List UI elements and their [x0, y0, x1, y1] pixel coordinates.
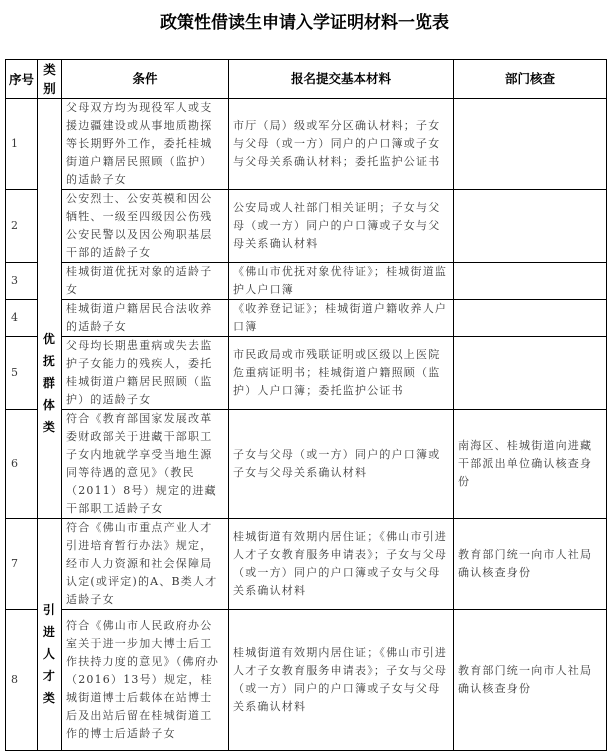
row-materials: 子女与父母（或一方）同户的户口簿或子女与父母关系确认材料 — [229, 410, 454, 519]
row-seq: 1 — [6, 99, 38, 190]
header-verification: 部门核查 — [454, 60, 607, 99]
row-seq: 5 — [6, 337, 38, 410]
table-row — [6, 99, 607, 190]
row-condition: 符合《佛山市重点产业人才引进培育暂行办法》规定，经市人力资源和社会保障局认定(或评定)的A、B类人才适龄子女 — [62, 519, 229, 610]
category-cell: 引进人才类 — [38, 519, 62, 751]
row-condition: 符合《教育部国家发展改革委财政部关于进藏干部职工子女内地就学享受当地生源同等待遇的意见》（教民（2011）8号）规定的进藏干部职工适龄子女 — [62, 410, 229, 519]
row-verification — [454, 99, 607, 190]
row-verification: 南海区、桂城街道向进藏干部派出单位确认核查身份 — [454, 410, 607, 519]
row-seq: 6 — [6, 410, 38, 519]
header-seq: 序号 — [6, 60, 38, 99]
category-cell: 优抚群体类 — [38, 99, 62, 519]
row-verification: 教育部门统一向市人社局确认核查身份 — [454, 519, 607, 610]
row-seq: 4 — [6, 300, 38, 337]
row-condition: 父母均长期患重病或失去监护子女能力的残疾人，委托桂城街道户籍居民照顾（监护）的适龄子女 — [62, 337, 229, 410]
row-condition: 桂城街道优抚对象的适龄子女 — [62, 263, 229, 300]
row-condition: 父母双方均为现役军人或支援边疆建设或从事地质勘探等长期野外工作，委托桂城街道户籍居民照顾（监护）的适龄子女 — [62, 99, 229, 190]
row-materials: 市厅（局）级或军分区确认材料；子女与父母（或一方）同户的户口簿或子女与父母关系确认材料；委托监护公证书 — [229, 99, 454, 190]
table-row — [6, 263, 607, 300]
row-materials: 桂城街道有效期内居住证；《佛山市引进人才子女教育服务申请表》；子女与父母（或一方）同户的户口簿或子女与父母关系确认材料 — [229, 519, 454, 610]
row-verification — [454, 300, 607, 337]
row-verification — [454, 263, 607, 300]
header-category: 类别 — [38, 60, 62, 99]
row-seq: 8 — [6, 610, 38, 751]
row-materials: 公安局或人社部门相关证明；子女与父母（或一方）同户的户口簿或子女与父母关系确认材料 — [229, 190, 454, 263]
materials-table — [5, 59, 607, 751]
table-row — [6, 190, 607, 263]
table-header-row — [6, 60, 607, 99]
table-row — [6, 519, 607, 610]
row-condition: 公安烈士、公安英模和因公牺牲、一级至四级因公伤残公安民警以及因公殉职基层干部的适龄子女 — [62, 190, 229, 263]
row-seq: 2 — [6, 190, 38, 263]
header-materials: 报名提交基本材料 — [229, 60, 454, 99]
table-row — [6, 337, 607, 410]
row-condition: 符合《佛山市人民政府办公室关于进一步加大博士后工作扶持力度的意见》（佛府办（2016）13号）规定，桂城街道博士后载体在站博士后及出站后留在桂城街道工作的博士后适龄子女 — [62, 610, 229, 751]
header-condition: 条件 — [62, 60, 229, 99]
row-seq: 7 — [6, 519, 38, 610]
row-verification — [454, 190, 607, 263]
row-seq: 3 — [6, 263, 38, 300]
row-materials: 《佛山市优抚对象优待证》；桂城街道监护人户口簿 — [229, 263, 454, 300]
table-row — [6, 610, 607, 751]
page-title: 政策性借读生申请入学证明材料一览表 — [160, 13, 449, 33]
row-condition: 桂城街道户籍居民合法收养的适龄子女 — [62, 300, 229, 337]
row-materials: 桂城街道有效期内居住证；《佛山市引进人才子女教育服务申请表》；子女与父母（或一方）同户的户口簿或子女与父母关系确认材料 — [229, 610, 454, 751]
table-row — [6, 410, 607, 519]
row-materials: 市民政局或市残联证明或区级以上医院危重病证明书；桂城街道户籍照顾（监护）人户口簿；委托监护公证书 — [229, 337, 454, 410]
row-verification — [454, 337, 607, 410]
row-verification: 教育部门统一向市人社局确认核查身份 — [454, 610, 607, 751]
row-materials: 《收养登记证》；桂城街道户籍收养人户口簿 — [229, 300, 454, 337]
table-row — [6, 300, 607, 337]
